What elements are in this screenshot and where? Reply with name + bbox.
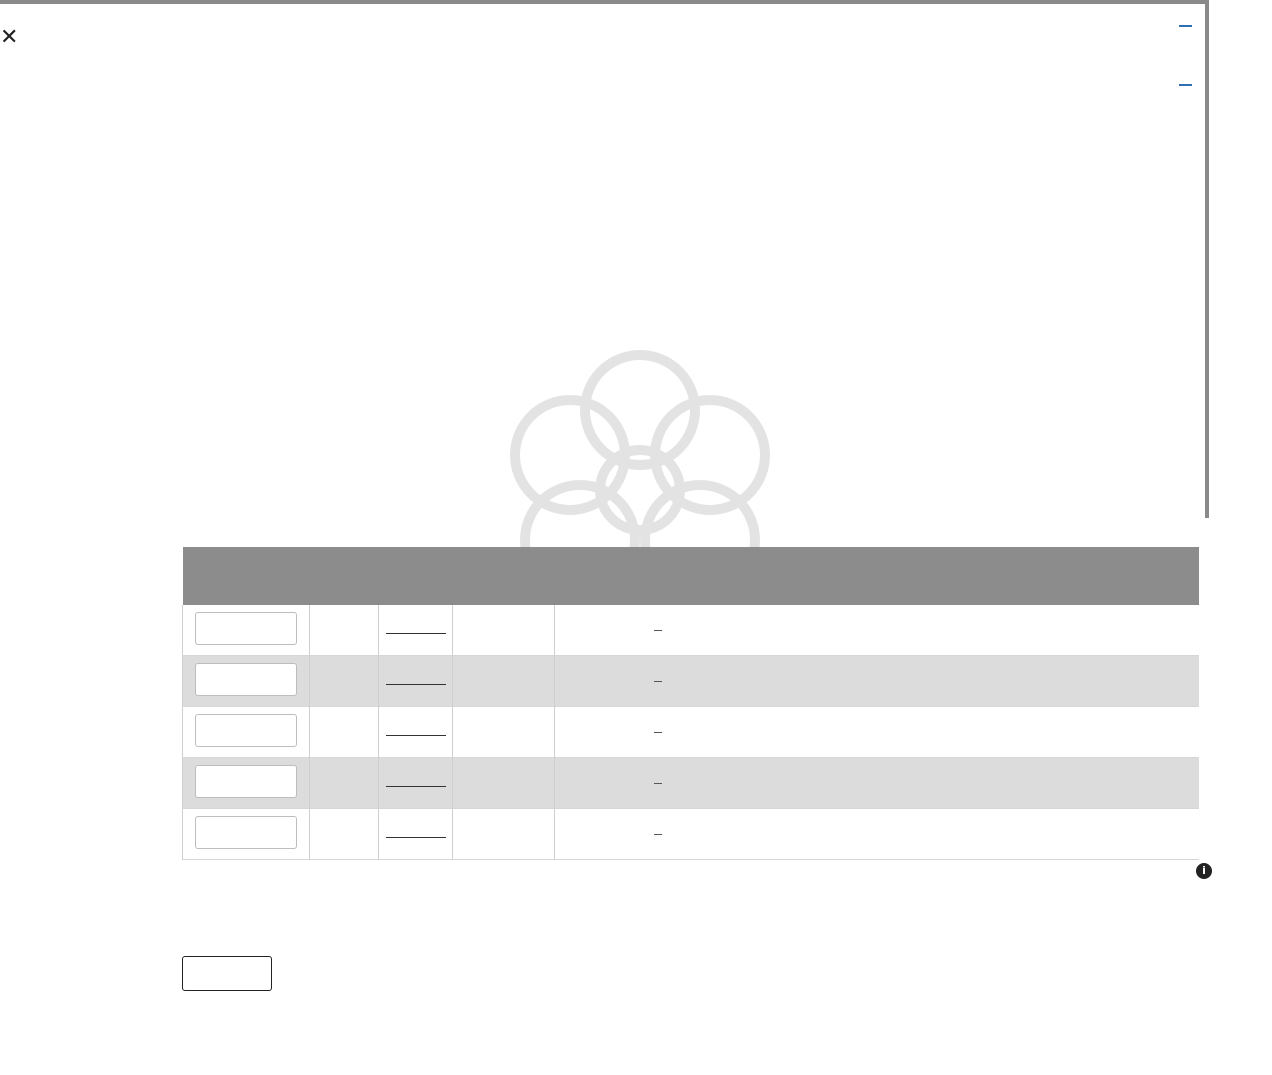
close-icon[interactable]: ✕ [0,25,19,50]
table-row [183,758,1200,809]
request-cell [183,605,310,656]
loading-dates [379,656,453,707]
header-visit-place [624,547,691,605]
send-packet-button[interactable] [195,612,297,645]
header-row-number [1150,547,1199,605]
top-border [0,0,1208,4]
collapse-dash-icon [1179,25,1192,27]
right-border [1205,0,1209,518]
visit-place [654,732,662,733]
visit-place-cell [624,809,691,860]
send-packet-button[interactable] [195,663,297,696]
collapse-dash-icon [1179,84,1192,86]
selected-count [248,897,251,913]
item-name [808,707,1150,758]
request-cell [183,758,310,809]
info-icon: i [1196,863,1212,879]
header-deposit [453,547,555,605]
empty-dash [386,633,446,634]
quantity-cell [555,758,625,809]
visit-place-cell [624,656,691,707]
pay-button[interactable] [182,956,272,991]
loading-dates [379,707,453,758]
your-offer-cell [309,758,379,809]
visit-place [654,630,662,631]
your-offer-cell [309,707,379,758]
request-cell [183,707,310,758]
deposit-amount [453,656,555,707]
visit-place-cell [624,605,691,656]
header-request [183,547,310,605]
item-name [808,758,1150,809]
your-offer-cell [309,605,379,656]
auction-items-table [182,547,1199,860]
quantity-cell [555,707,625,758]
item-name [808,809,1150,860]
empty-dash [386,735,446,736]
auction-title-header[interactable] [1169,25,1192,27]
row-number [1150,605,1199,656]
deposit-amount [453,809,555,860]
deposit-amount [453,758,555,809]
header-item-name [808,547,1150,605]
row-number [1150,758,1199,809]
table-row [183,707,1200,758]
visit-place-cell [624,758,691,809]
row-number [1150,656,1199,707]
table-row [183,605,1200,656]
send-packet-button[interactable] [195,765,297,798]
total-payment [246,931,249,947]
item-name [808,605,1150,656]
table-row [183,809,1200,860]
pricing-method [692,605,809,656]
empty-dash [386,684,446,685]
visit-place [654,783,662,784]
more-details-header[interactable] [1169,84,1192,86]
deposit-amount [453,707,555,758]
request-cell [183,809,310,860]
send-packet-button[interactable] [195,816,297,849]
header-your-offer [309,547,379,605]
quantity-cell [555,605,625,656]
empty-dash [386,786,446,787]
price-note [1190,863,1212,879]
visit-place [654,681,662,682]
deposit-amount [453,605,555,656]
row-number [1150,707,1199,758]
visit-place-cell [624,707,691,758]
empty-dash [386,837,446,838]
table-row [183,656,1200,707]
pricing-method [692,809,809,860]
send-packet-button[interactable] [195,714,297,747]
pricing-method [692,707,809,758]
table-header-row [183,547,1200,605]
loading-dates [379,758,453,809]
visit-place [654,834,662,835]
row-number [1150,809,1199,860]
quantity-cell [555,809,625,860]
item-name [808,656,1150,707]
header-quantity [555,547,625,605]
your-offer-cell [309,656,379,707]
pricing-method [692,758,809,809]
loading-dates [379,605,453,656]
loading-dates [379,809,453,860]
quantity-cell [555,656,625,707]
pricing-method [692,656,809,707]
request-cell [183,656,310,707]
your-offer-cell [309,809,379,860]
header-loading [379,547,453,605]
header-base-price [692,547,809,605]
